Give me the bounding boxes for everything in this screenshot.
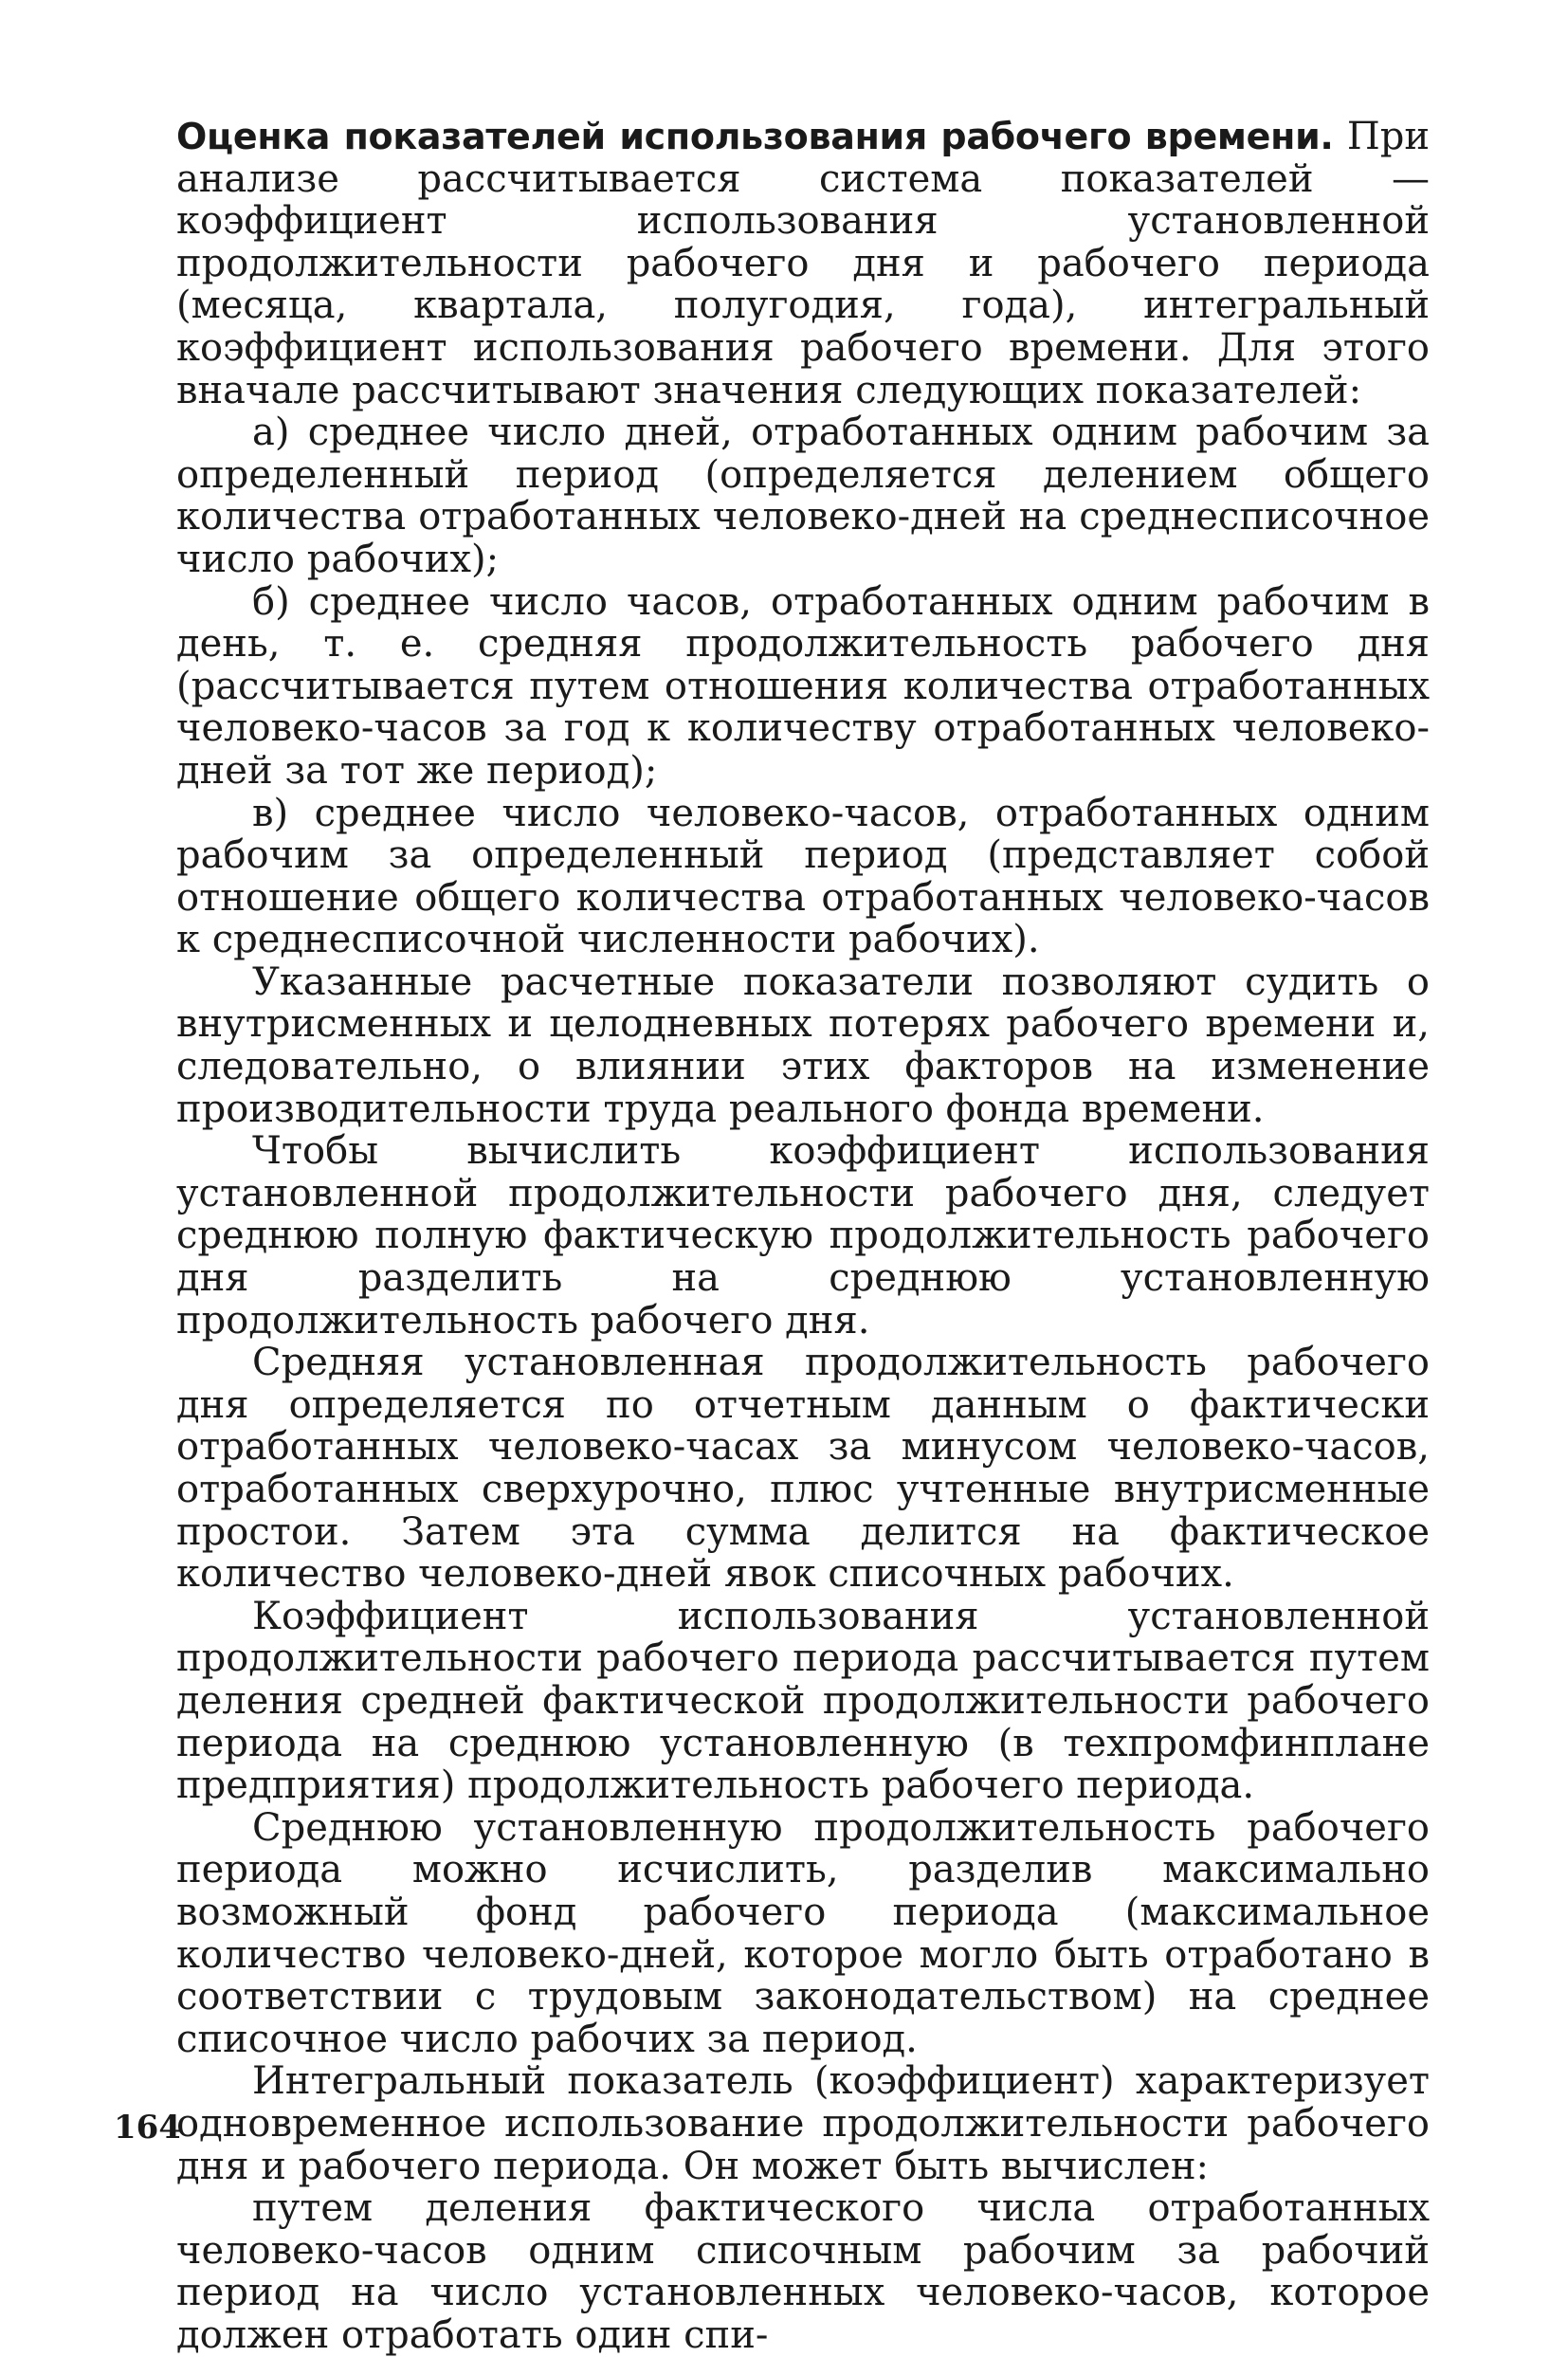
section-heading: Оценка показателей использования рабочего времени. [176, 116, 1334, 157]
list-item-a: а) среднее число дней, отработанных одним рабочим за определенный период (определяется делением общего количества отработанных человеко-дней на среднесписочное число рабочих); [176, 411, 1430, 581]
intro-text: При анализе рассчитывается система показателей — коэффициент использования установленной продолжительности рабочего дня и рабочего периода (месяца, квартала, полугодия, года), интегральный коэффициент использования рабочего времени. Для этого вначале рассчитывают значения следующих показателей: [176, 115, 1430, 412]
paragraph: Коэффициент использования установленной продолжительности рабочего периода рассчитывается путем деления средней фактической продолжительности рабочего периода на среднюю установленную (в техпромфинплане предприятия) продолжительность рабочего периода. [176, 1594, 1430, 1808]
paragraph: Среднюю установленную продолжительность рабочего периода можно исчислить, разделив максимально возможный фонд рабочего периода (максимальное количество человеко-дней, которое могло быть отработано в соответствии с трудовым законодательством) на среднее списочное число рабочих за период. [176, 1805, 1430, 2061]
paragraph: Средняя установленная продолжительность рабочего дня определяется по отчетным данным о фактически отработанных человеко-часах за минусом человеко-часов, отработанных сверхурочно, плюс учтенные внутрисменные простои. Затем эта сумма делится на фактическое количество человеко-дней явок списочных рабочих. [176, 1341, 1430, 1597]
paragraph: путем деления фактического числа отработанных человеко-часов одним списочным рабочим за рабочий период на число установленных человеко-часов, которое должен отработать один спи- [176, 2186, 1430, 2357]
paragraph-intro [176, 116, 1430, 411]
paragraph: Указанные расчетные показатели позволяют судить о внутрисменных и целодневных потерях рабочего времени и, следовательно, о влиянии этих факторов на изменение производительности труда реального фонда времени. [176, 959, 1430, 1131]
list-item-c: в) среднее число человеко-часов, отработанных одним рабочим за определенный период (представляет собой отношение общего количества отработанных человеко-часов к среднесписочной численности рабочих). [176, 791, 1430, 962]
page-body [176, 116, 1430, 2356]
list-item-b: б) среднее число часов, отработанных одним рабочим в день, т. е. средняя продолжительность рабочего дня (рассчитывается путем отношения количества отработанных человеко-часов за год к количеству отработанных человеко-дней за тот же период); [176, 579, 1430, 793]
page-number: 164 [114, 2109, 181, 2147]
paragraph: Чтобы вычислить коэффициент использования установленной продолжительности рабочего дня, следует среднюю полную фактическую продолжительность рабочего дня разделить на среднюю установленную продолжительность рабочего дня. [176, 1129, 1430, 1343]
paragraph: Интегральный показатель (коэффициент) характеризует одновременное использование продолжительности рабочего дня и рабочего периода. Он может быть вычислен: [176, 2059, 1430, 2188]
